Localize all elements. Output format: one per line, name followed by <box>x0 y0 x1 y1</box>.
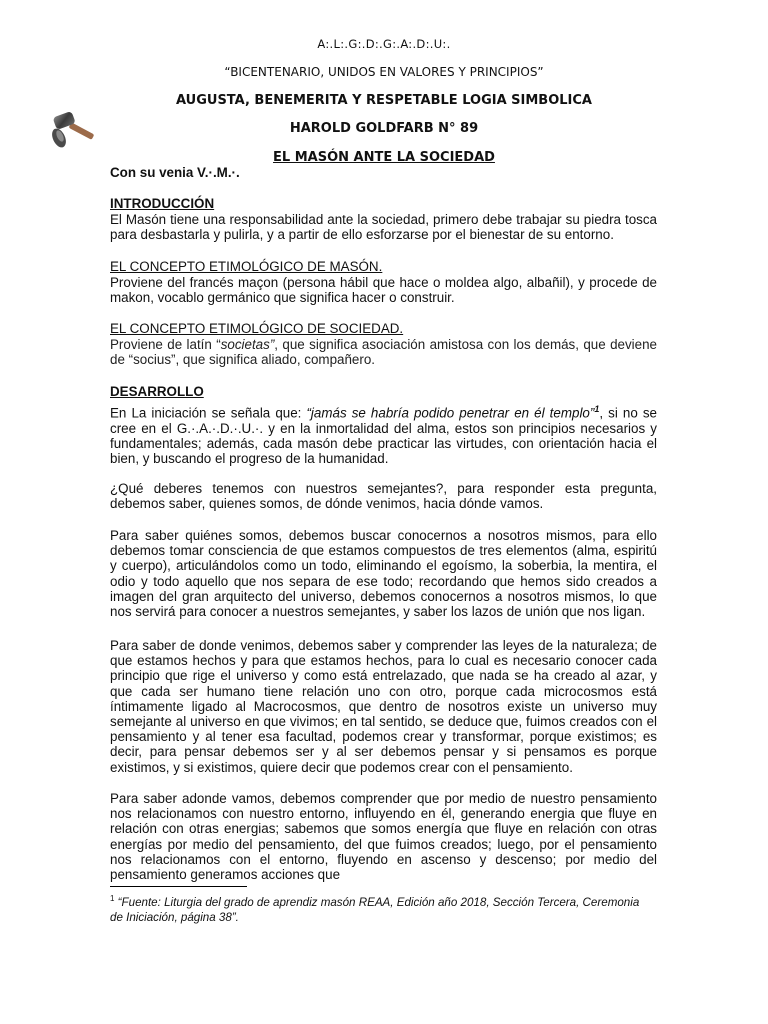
footnote-reference[interactable]: 1 <box>594 404 600 414</box>
document-title: EL MASÓN ANTE LA SOCIEDAD <box>273 150 495 165</box>
society-concept-paragraph <box>110 337 657 367</box>
header-motto: “BICENTENARIO, UNIDOS EN VALORES Y PRINCIPIOS” <box>224 65 544 79</box>
mason-concept-heading: EL CONCEPTO ETIMOLÓGICO DE MASÓN. <box>110 259 383 274</box>
development-heading: DESARROLLO <box>110 384 204 399</box>
footnote-separator <box>110 886 247 887</box>
footnote-text: “Fuente: Liturgia del grado de aprendiz masón REAA, Edición año 2018, Sección Tercera, Ceremonia de Iniciación, página 38”. <box>110 895 640 924</box>
society-text-italic: societas” <box>220 337 275 352</box>
society-concept-heading: EL CONCEPTO ETIMOLÓGICO DE SOCIEDAD. <box>110 321 404 336</box>
dev-p1-quote: “jamás se habría podido penetrar en él templo” <box>306 405 595 421</box>
dev-p1-text-a: En La iniciación se señala que: <box>110 405 307 421</box>
development-paragraph-4: Para saber de donde venimos, debemos saber y comprender las leyes de la naturaleza; de que estamos hechos y para que estamos hechos, para lo cual es necesario conocer cada principio que rige el universo y como está entrelazado, que nada se ha creado al azar, y que cada ser humano tiene relación uno con otro, porque cada microcosmos está íntimamente ligado al Macrocosmos, que dentro de nosotros existe un universo muy semejante al universo en que vivimos; en tal sentido, se deduce que, fuimos creados con el pensamiento y al tener esa facultad, podemos crear y transformar, porque existimos; es decir, para pensar debemos ser y al ser debemos pensar y si pensamos es porque existimos, y si existimos, quiere decir que podemos crear con el pensamiento. <box>110 638 657 775</box>
development-paragraph-2: ¿Qué deberes tenemos con nuestros semejantes?, para responder esta pregunta, debemos saber, quienes somos, de dónde venimos, hacia dónde vamos. <box>110 481 657 512</box>
development-paragraph-3: Para saber quiénes somos, debemos buscar conocernos a nosotros mismos, para ello debemos tomar consciencia de que estamos compuestos de tres elementos (alma, espiritú y cuerpo), articulándolos como un todo, eliminando el egoísmo, la soberbia, la mentira, el odio y todo aquello que nos separa de ese todo; recordando que hemos sido creados a imagen del gran arquitecto del universo, debemos conocernos a nosotros mismos, lo que nos servirá para conocer a nuestros semejantes, y saber los lazos de unión que nos ligan. <box>110 528 657 620</box>
mason-concept-paragraph: Proviene del francés maçon (persona hábil que hace o moldea algo, albañil), y procede de makon, vocablo germánico que significa hacer o construir. <box>110 275 657 306</box>
development-paragraph-1 <box>110 402 657 466</box>
header-acronym: A:.L:.G:.D:.G:.A:.D:.U:. <box>317 37 451 51</box>
header-lodge-name: AUGUSTA, BENEMERITA Y RESPETABLE LOGIA SIMBOLICA <box>176 93 592 108</box>
society-text-b: , que significa asociación amistosa con los demás, que deviene de “socius”, que significa aliado, compañero. <box>110 337 657 368</box>
intro-heading: INTRODUCCIÓN <box>110 196 215 211</box>
gavel-icon <box>50 108 98 152</box>
header-lodge-number: HAROLD GOLDFARB N° 89 <box>289 121 479 136</box>
footnote-number: 1 <box>110 894 115 903</box>
society-text-a: Proviene de latín “ <box>110 337 221 352</box>
salutation: Con su venia V.·.M.·. <box>110 165 240 180</box>
dev-p1-text-b: , si no se cree en el G.·.A.·.D.·.U.·. y en la inmortalidad del alma, estos son principios necesarios y fundamentales; además, cada masón debe practicar las virtudes, con orientación hacia el bien, y buscando el progreso de la humanidad. <box>110 405 658 467</box>
development-paragraph-5: Para saber adonde vamos, debemos comprender que por medio de nuestro pensamiento nos relacionamos con nuestro entorno, influyendo en él, generando energia que fluye en relación con otras energias; sabemos que somos energía que fluye en relación con otras energías por medio del pensamiento, del que fuimos creados; luego, por el pensamiento nos relacionamos con el entorno, fluyendo en ascenso y descenso; por medio del pensamiento generamos acciones que <box>110 791 657 883</box>
footnote <box>110 891 650 925</box>
intro-paragraph: El Masón tiene una responsabilidad ante la sociedad, primero debe trabajar su piedra tosca para desbastarla y pulirla, y a partir de ello esforzarse por el bienestar de su entorno. <box>110 212 657 243</box>
